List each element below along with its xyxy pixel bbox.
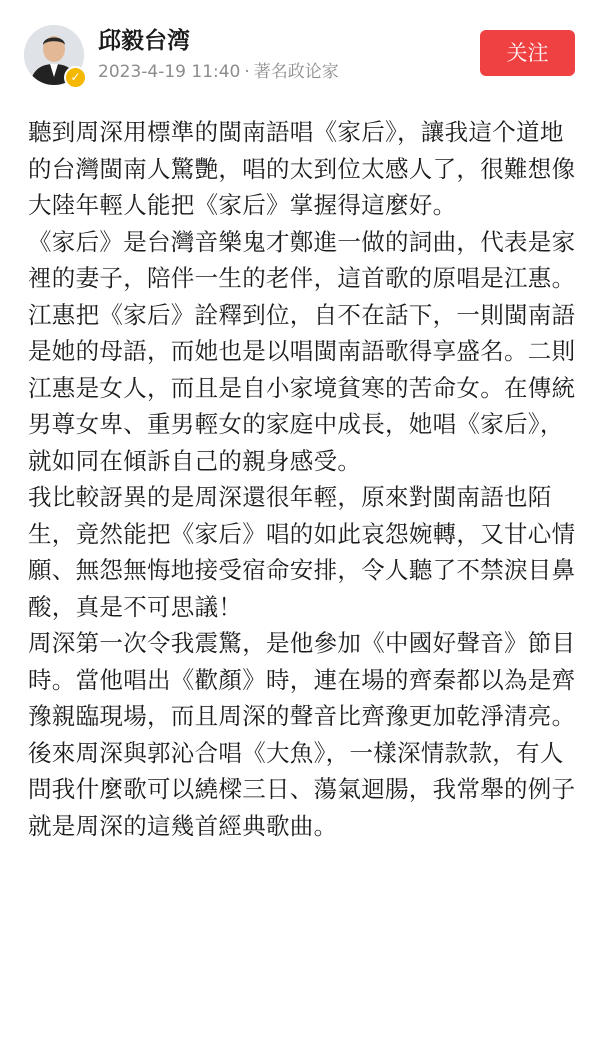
post-meta bbox=[98, 61, 339, 83]
meta-separator: · bbox=[244, 62, 250, 82]
post-paragraph-2: 《家后》是台灣音樂鬼才鄭進一做的詞曲，代表是家裡的妻子，陪伴一生的老伴，這首歌的原唱是江惠。江惠把《家后》詮釋到位，自不在話下，一則閩南語是她的母語，而她也是以唱閩南語歌得享盛名。二則江惠是女人，而且是自小家境貧寒的苦命女。在傳統男尊女卑、重男輕女的家庭中成長，她唱《家后》，就如同在傾訴自己的親身感受。 bbox=[28, 227, 576, 475]
post-date: 2023-4-19 11:40 bbox=[98, 62, 241, 82]
follow-button[interactable]: 关注 bbox=[480, 30, 575, 76]
verified-badge-icon: ✓ bbox=[64, 66, 87, 89]
author-title: 著名政论家 bbox=[253, 62, 339, 82]
post-paragraph-4: 周深第一次令我震驚，是他參加《中國好聲音》節目時。當他唱出《歡顏》時，連在場的齊秦都以為是齊豫親臨現場，而且周深的聲音比齊豫更加乾淨清亮。後來周深與郭沁合唱《大魚》，一樣深情款款，有人問我什麼歌可以繞樑三日、蕩氣迴腸，我常舉的例子就是周深的這幾首經典歌曲。 bbox=[28, 629, 576, 840]
post-body bbox=[28, 114, 576, 844]
post-paragraph-3: 我比較訝異的是周深還很年輕，原來對閩南語也陌生，竟然能把《家后》唱的如此哀怨婉轉，又甘心情願、無怨無悔地接受宿命安排，令人聽了不禁淚目鼻酸，真是不可思議！ bbox=[28, 483, 576, 621]
post-header bbox=[0, 0, 600, 100]
author-name[interactable]: 邱毅台湾 bbox=[98, 28, 190, 54]
post-paragraph-1: 聽到周深用標準的閩南語唱《家后》，讓我這个道地的台灣閩南人驚艷，唱的太到位太感人了，很難想像大陸年輕人能把《家后》掌握得這麼好。 bbox=[28, 118, 576, 219]
